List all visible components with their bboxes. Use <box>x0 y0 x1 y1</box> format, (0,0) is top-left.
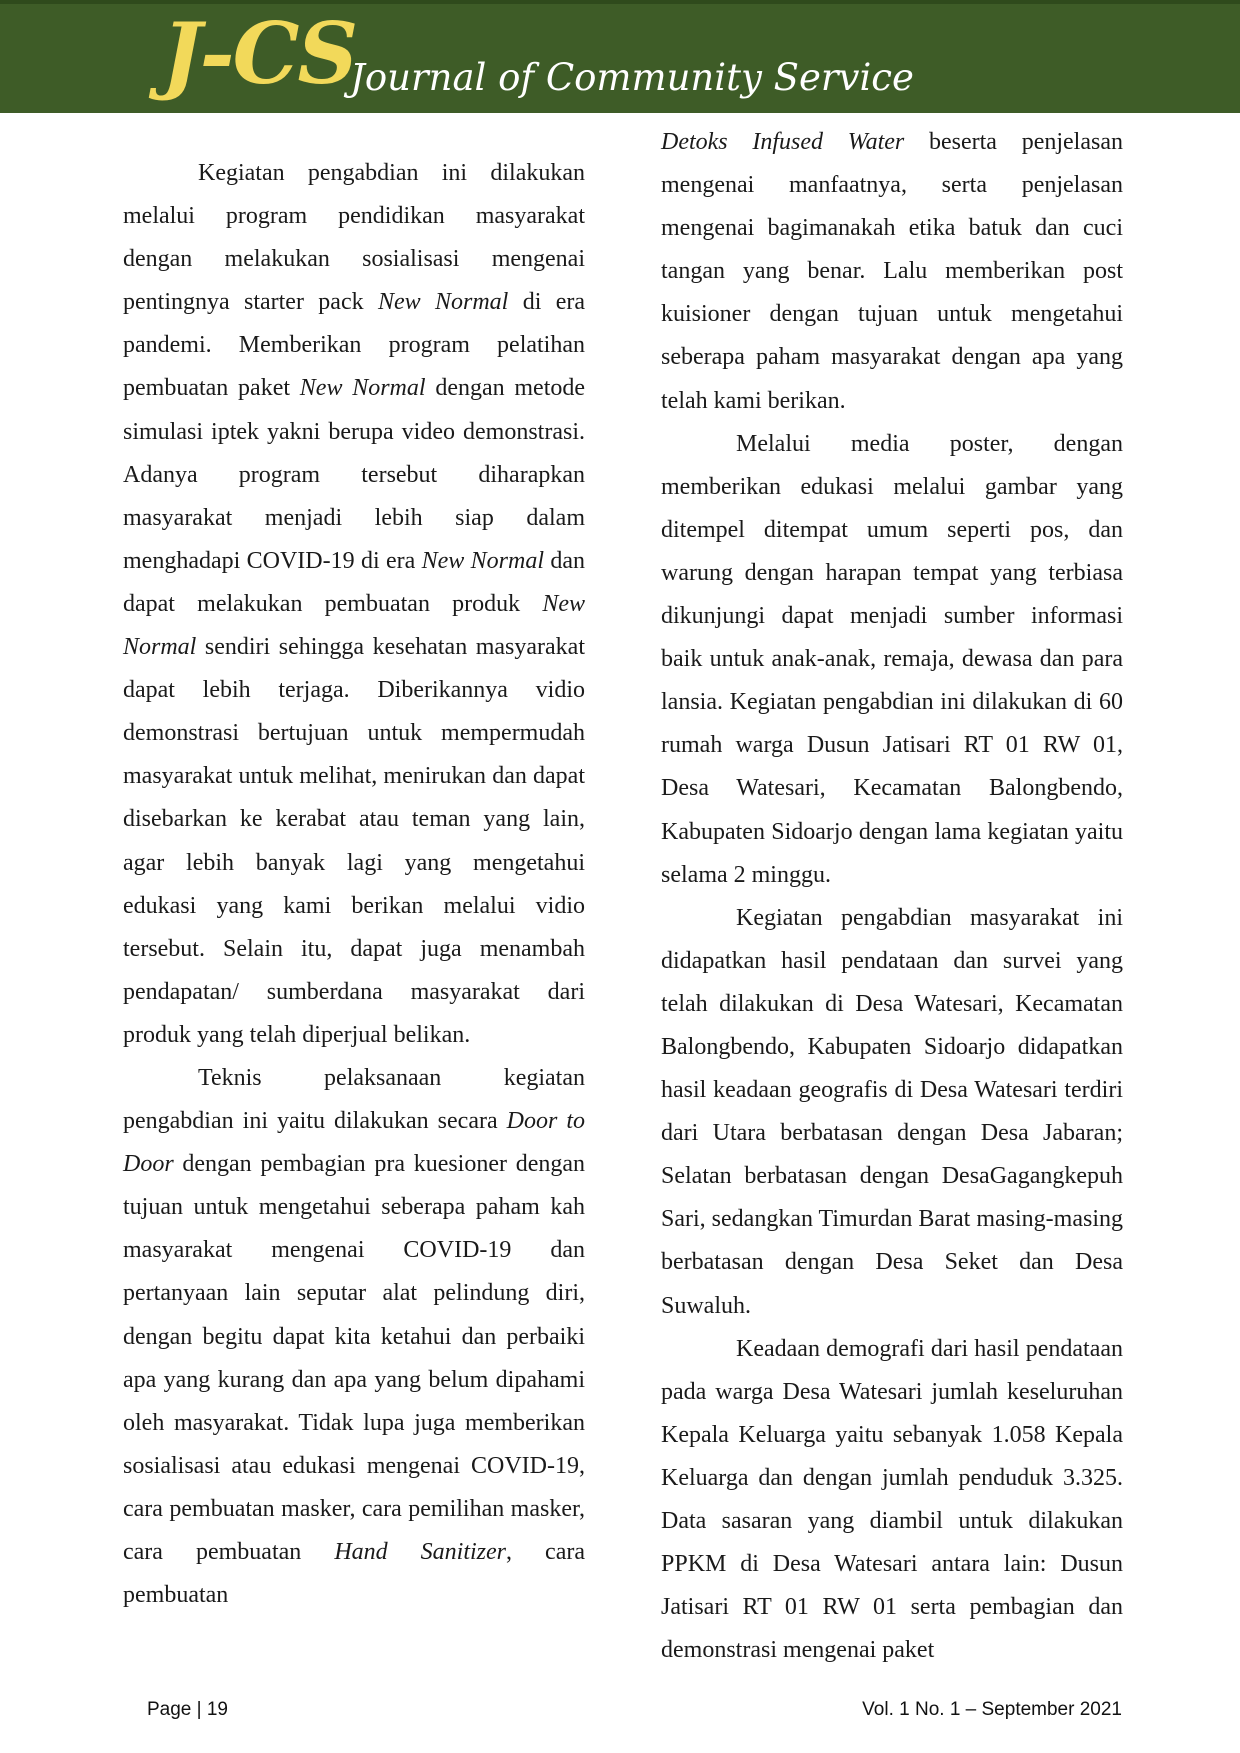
left-column <box>123 152 585 1617</box>
journal-logo: J-CS <box>162 4 357 103</box>
journal-title: Journal of Community Service <box>350 56 914 99</box>
paragraph: Teknis pelaksanaan kegiatan pengabdian ini yaitu dilakukan secara Door to Door dengan pembagian pra kuesioner dengan tujuan untuk mengetahui seberapa paham kah masyarakat mengenai COVID-19 dan pertanyaan lain seputar alat pelindung diri, dengan begitu dapat kita ketahui dan perbaiki apa yang kurang dan apa yang belum dipahami oleh masyarakat. Tidak lupa juga memberikan sosialisasi atau edukasi mengenai COVID-19, cara pembuatan masker, cara pemilihan masker, cara pembuatan Hand Sanitizer, cara pembuatan <box>123 1064 586 1609</box>
right-column <box>661 121 1123 1672</box>
paragraph: Detoks Infused Water beserta penjelasan mengenai manfaatnya, serta penjelasan mengenai bagimanakah etika batuk dan cuci tangan yang benar. Lalu memberikan post kuisioner dengan tujuan untuk mengetahui seberapa paham masyarakat dengan apa yang telah kami berikan. <box>661 129 1123 414</box>
paragraph: Keadaan demografi dari hasil pendataan pada warga Desa Watesari jumlah keseluruhan Kepala Keluarga yaitu sebanyak 1.058 Kepala Keluarga dan dengan jumlah penduduk 3.325. Data sasaran yang diambil untuk dilakukan PPKM di Desa Watesari antara lain: Dusun Jatisari RT 01 RW 01 serta pembagian dan demonstrasi mengenai paket <box>661 1335 1123 1664</box>
journal-masthead <box>0 0 1240 113</box>
page-number: Page | 19 <box>147 1699 229 1720</box>
paragraph: Kegiatan pengabdian ini dilakukan melalui program pendidikan masyarakat dengan melakukan sosialisasi mengenai pentingnya starter pack New Normal di era pandemi. Memberikan program pelatihan pembuatan paket New Normal dengan metode simulasi iptek yakni berupa video demonstrasi. Adanya program tersebut diharapkan masyarakat menjadi lebih siap dalam menghadapi COVID-19 di era New Normal dan dapat melakukan pembuatan produk New Normal sendiri sehingga kesehatan masyarakat dapat lebih terjaga. Diberikannya vidio demonstrasi bertujuan untuk mempermudah masyarakat untuk melihat, menirukan dan dapat disebarkan ke kerabat atau teman yang lain, agar lebih banyak lagi yang mengetahui edukasi yang kami berikan melalui vidio tersebut. Selain itu, dapat juga menambah pendapatan/ sumberdana masyarakat dari produk yang telah diperjual belikan. <box>123 160 586 1048</box>
page-footer <box>0 1699 1240 1729</box>
volume-info: Vol. 1 No. 1 – September 2021 <box>862 1699 1122 1720</box>
paragraph: Melalui media poster, dengan memberikan edukasi melalui gambar yang ditempel ditempat umum seperti pos, dan warung dengan harapan tempat yang terbiasa dikunjungi dapat menjadi sumber informasi baik untuk anak-anak, remaja, dewasa dan para lansia. Kegiatan pengabdian ini dilakukan di 60 rumah warga Dusun Jatisari RT 01 RW 01, Desa Watesari, Kecamatan Balongbendo, Kabupaten Sidoarjo dengan lama kegiatan yaitu selama 2 minggu. <box>661 430 1123 888</box>
paragraph: Kegiatan pengabdian masyarakat ini didapatkan hasil pendataan dan survei yang telah dilakukan di Desa Watesari, Kecamatan Balongbendo, Kabupaten Sidoarjo didapatkan hasil keadaan geografis di Desa Watesari terdiri dari Utara berbatasan dengan Desa Jabaran; Selatan berbatasan dengan DesaGagangkepuh Sari, sedangkan Timurdan Barat masing-masing berbatasan dengan Desa Seket dan Desa Suwaluh. <box>661 904 1123 1319</box>
